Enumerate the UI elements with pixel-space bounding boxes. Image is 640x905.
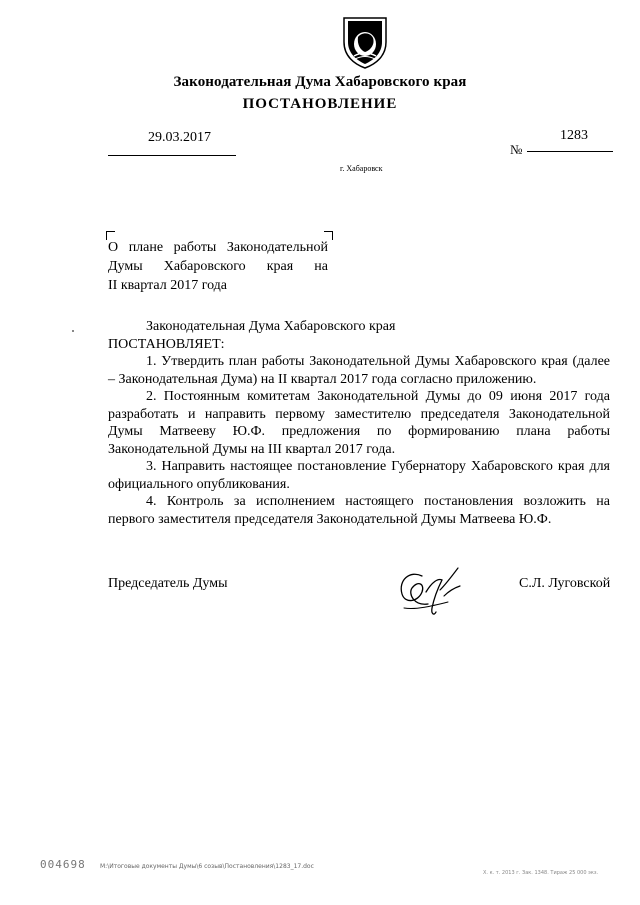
body-intro: Законодательная Дума Хабаровского края (146, 319, 396, 334)
footer-file-path: М:\Итоговые документы Думы\6 созыв\Постановления\1283_17.doc (100, 863, 314, 870)
subject-line: О плане работы Законодательной (108, 240, 328, 255)
footer-document-id: 004698 (40, 858, 86, 871)
number-label: № (510, 142, 523, 157)
signatory-title: Председатель Думы (108, 576, 228, 591)
body-item: 3. Направить настоящее постановление Губернатору Хабаровского края для официального опубликования. (108, 459, 610, 492)
subject-line: Думы Хабаровского края на (108, 259, 328, 274)
city-label: г. Хабаровск (340, 164, 383, 173)
signatory-name: С.Л. Луговской (519, 576, 611, 591)
organization-name: Законодательная Дума Хабаровского края (173, 74, 467, 90)
document-subject (108, 238, 328, 295)
subject-line: II квартал 2017 года (108, 278, 228, 293)
number-underline (527, 151, 613, 152)
document-body (108, 318, 610, 528)
date-underline (108, 155, 236, 156)
coat-of-arms-icon (340, 12, 390, 70)
document-type: ПОСТАНОВЛЕНИЕ (242, 96, 398, 112)
document-number: 1283 (560, 128, 588, 143)
body-resolves: ПОСТАНОВЛЯЕТ: (108, 336, 225, 352)
document-date: 29.03.2017 (148, 130, 211, 145)
body-item: 4. Контроль за исполнением настоящего постановления возложить на первого заместителя председателя Законодательной Думы Матвеева Ю.Ф. (108, 494, 610, 527)
footer-print-info: Х. к. т. 2013 г. Зак. 1348. Тираж 25 000 экз. (483, 870, 599, 876)
body-item: 1. Утвердить план работы Законодательной Думы Хабаровского края (далее – Законодательная Дума) на II квартал 2017 года согласно приложению. (108, 354, 610, 387)
handwritten-signature (392, 562, 464, 622)
body-item: 2. Постоянным комитетам Законодательной Думы до 09 июня 2017 года разработать и направить первому заместителю председателя Законодательной Думы Матвееву Ю.Ф. предложения по формированию плана работы Законодательной Думы на III квартал 2017 года. (108, 389, 610, 457)
scan-mark (72, 330, 74, 332)
